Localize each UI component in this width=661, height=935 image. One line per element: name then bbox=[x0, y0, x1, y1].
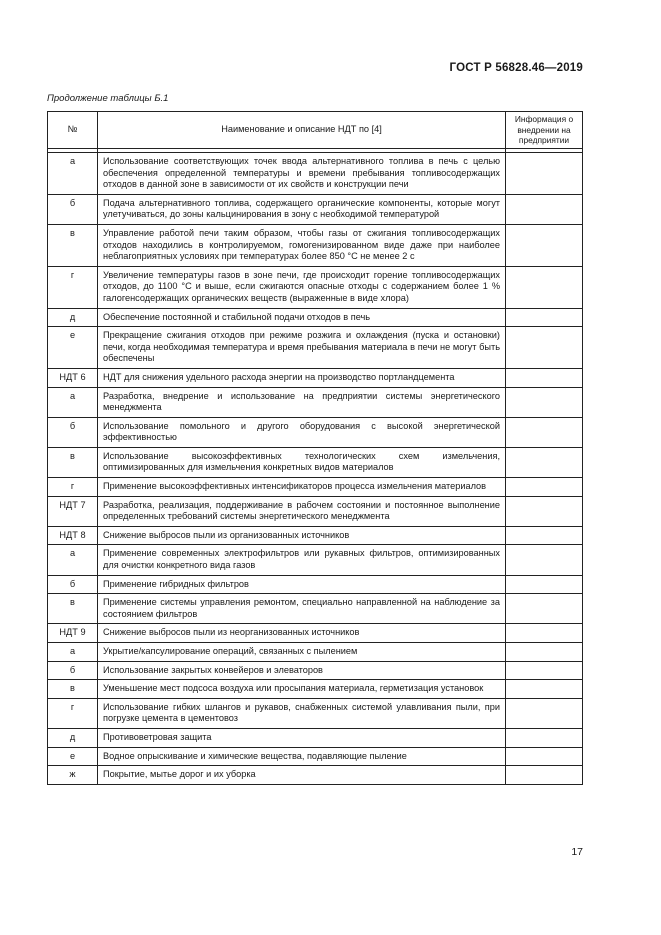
row-description: Снижение выбросов пыли из организованных источников bbox=[98, 526, 506, 545]
table-row bbox=[48, 224, 583, 266]
row-description: Использование помольного и другого оборудования с высокой энергетической эффективностью bbox=[98, 417, 506, 447]
row-number: а bbox=[48, 387, 98, 417]
table-row bbox=[48, 728, 583, 747]
row-description: Уменьшение мест подсоса воздуха или просыпания материала, герметизация установок bbox=[98, 680, 506, 699]
table-row bbox=[48, 266, 583, 308]
row-info bbox=[506, 624, 583, 643]
row-description: Снижение выбросов пыли из неорганизованных источников bbox=[98, 624, 506, 643]
row-description: Водное опрыскивание и химические вещества, подавляющие пыление bbox=[98, 747, 506, 766]
table-row bbox=[48, 526, 583, 545]
table-row bbox=[48, 766, 583, 785]
table-row bbox=[48, 153, 583, 195]
ndt-table-container bbox=[47, 111, 582, 785]
row-number: г bbox=[48, 698, 98, 728]
row-info bbox=[506, 224, 583, 266]
table-row bbox=[48, 478, 583, 497]
row-number: г bbox=[48, 266, 98, 308]
row-description: Обеспечение постоянной и стабильной подачи отходов в печь bbox=[98, 308, 506, 327]
table-row bbox=[48, 368, 583, 387]
row-description: Противоветровая защита bbox=[98, 728, 506, 747]
row-number: а bbox=[48, 545, 98, 575]
row-info bbox=[506, 766, 583, 785]
row-number: в bbox=[48, 224, 98, 266]
document-id: ГОСТ Р 56828.46—2019 bbox=[449, 62, 583, 74]
row-description: Использование высокоэффективных технологических схем измельчения, оптимизированных для измельчения конкретных видов материалов bbox=[98, 447, 506, 477]
row-description: Использование гибких шлангов и рукавов, снабженных системой улавливания пыли, при погрузке цемента в цементовоз bbox=[98, 698, 506, 728]
ndt-table bbox=[47, 111, 583, 785]
row-info bbox=[506, 194, 583, 224]
row-info bbox=[506, 594, 583, 624]
row-info bbox=[506, 496, 583, 526]
row-info bbox=[506, 728, 583, 747]
row-info bbox=[506, 368, 583, 387]
table-row bbox=[48, 680, 583, 699]
row-description: Применение гибридных фильтров bbox=[98, 575, 506, 594]
table-row bbox=[48, 698, 583, 728]
table-row bbox=[48, 327, 583, 369]
row-number: б bbox=[48, 661, 98, 680]
row-description: Увеличение температуры газов в зоне печи, где происходит горение топливосодержащих отходов, до 1100 °С и выше, если сжигаются опасные отходы с содержанием более 1 % галогенсодержащих органических веществ (выраженные в виде хлора) bbox=[98, 266, 506, 308]
row-number: д bbox=[48, 308, 98, 327]
row-info bbox=[506, 661, 583, 680]
column-header-number: № bbox=[48, 112, 98, 149]
row-number: в bbox=[48, 680, 98, 699]
row-info bbox=[506, 266, 583, 308]
row-number: е bbox=[48, 747, 98, 766]
column-header-info: Информация о внедрении на предприятии bbox=[506, 112, 583, 149]
row-description: Разработка, внедрение и использование на предприятии системы энергетического менеджмента bbox=[98, 387, 506, 417]
column-header-description: Наименование и описание НДТ по [4] bbox=[98, 112, 506, 149]
table-row bbox=[48, 417, 583, 447]
page-number: 17 bbox=[571, 846, 583, 858]
row-number: НДТ 9 bbox=[48, 624, 98, 643]
table-header-row bbox=[48, 112, 583, 149]
row-info bbox=[506, 545, 583, 575]
table-row bbox=[48, 447, 583, 477]
row-number: в bbox=[48, 594, 98, 624]
row-info bbox=[506, 447, 583, 477]
row-number: а bbox=[48, 153, 98, 195]
row-number: а bbox=[48, 643, 98, 662]
row-description: Прекращение сжигания отходов при режиме розжига и охлаждения (пуска и остановки) печи, когда необходимая температура и время пребывания материала в печи не могут быть обеспечены bbox=[98, 327, 506, 369]
table-row bbox=[48, 496, 583, 526]
row-info bbox=[506, 575, 583, 594]
row-info bbox=[506, 417, 583, 447]
table-row bbox=[48, 624, 583, 643]
table-body bbox=[48, 153, 583, 785]
row-number: б bbox=[48, 417, 98, 447]
row-number: е bbox=[48, 327, 98, 369]
table-row bbox=[48, 308, 583, 327]
row-description: Применение системы управления ремонтом, специально направленной на наблюдение за состоянием фильтров bbox=[98, 594, 506, 624]
table-caption: Продолжение таблицы Б.1 bbox=[47, 93, 169, 104]
row-description: Применение высокоэффективных интенсификаторов процесса измельчения материалов bbox=[98, 478, 506, 497]
table-row bbox=[48, 594, 583, 624]
row-number: д bbox=[48, 728, 98, 747]
table-row bbox=[48, 643, 583, 662]
row-number: б bbox=[48, 575, 98, 594]
row-description: НДТ для снижения удельного расхода энергии на производство портландцемента bbox=[98, 368, 506, 387]
row-description: Укрытие/капсулирование операций, связанных с пылением bbox=[98, 643, 506, 662]
row-info bbox=[506, 478, 583, 497]
row-info bbox=[506, 747, 583, 766]
row-description: Покрытие, мытье дорог и их уборка bbox=[98, 766, 506, 785]
row-info bbox=[506, 680, 583, 699]
row-number: НДТ 6 bbox=[48, 368, 98, 387]
row-description: Подача альтернативного топлива, содержащего органические компоненты, которые могут улетучиваться, до зоны кальцинирования в зону с необходимой температурой bbox=[98, 194, 506, 224]
table-row bbox=[48, 661, 583, 680]
row-info bbox=[506, 526, 583, 545]
row-number: в bbox=[48, 447, 98, 477]
row-number: г bbox=[48, 478, 98, 497]
row-number: НДТ 7 bbox=[48, 496, 98, 526]
row-info bbox=[506, 308, 583, 327]
table-row bbox=[48, 747, 583, 766]
row-number: НДТ 8 bbox=[48, 526, 98, 545]
row-description: Разработка, реализация, поддерживание в рабочем состоянии и постоянное выполнение определенных требований системы энергетического менеджмента bbox=[98, 496, 506, 526]
table-row bbox=[48, 575, 583, 594]
table-row bbox=[48, 194, 583, 224]
row-info bbox=[506, 153, 583, 195]
table-row bbox=[48, 387, 583, 417]
row-description: Применение современных электрофильтров или рукавных фильтров, оптимизированных для очистки конкретного вида газов bbox=[98, 545, 506, 575]
row-description: Использование закрытых конвейеров и элеваторов bbox=[98, 661, 506, 680]
table-row bbox=[48, 545, 583, 575]
row-info bbox=[506, 327, 583, 369]
row-description: Использование соответствующих точек ввода альтернативного топлива в печь с целью обеспечения определенной температуры и времени пребывания топливосодержащих отходов в данной зоне в зависимости от их свойств и конструкции печи bbox=[98, 153, 506, 195]
row-info bbox=[506, 698, 583, 728]
row-info bbox=[506, 387, 583, 417]
row-description: Управление работой печи таким образом, чтобы газы от сжигания топливосодержащих отходов находились в контролируемом, гомогенизированном виде даже при наиболее неблагоприятных условиях при температурах более 850 °С не менее 2 с bbox=[98, 224, 506, 266]
row-number: б bbox=[48, 194, 98, 224]
row-info bbox=[506, 643, 583, 662]
row-number: ж bbox=[48, 766, 98, 785]
